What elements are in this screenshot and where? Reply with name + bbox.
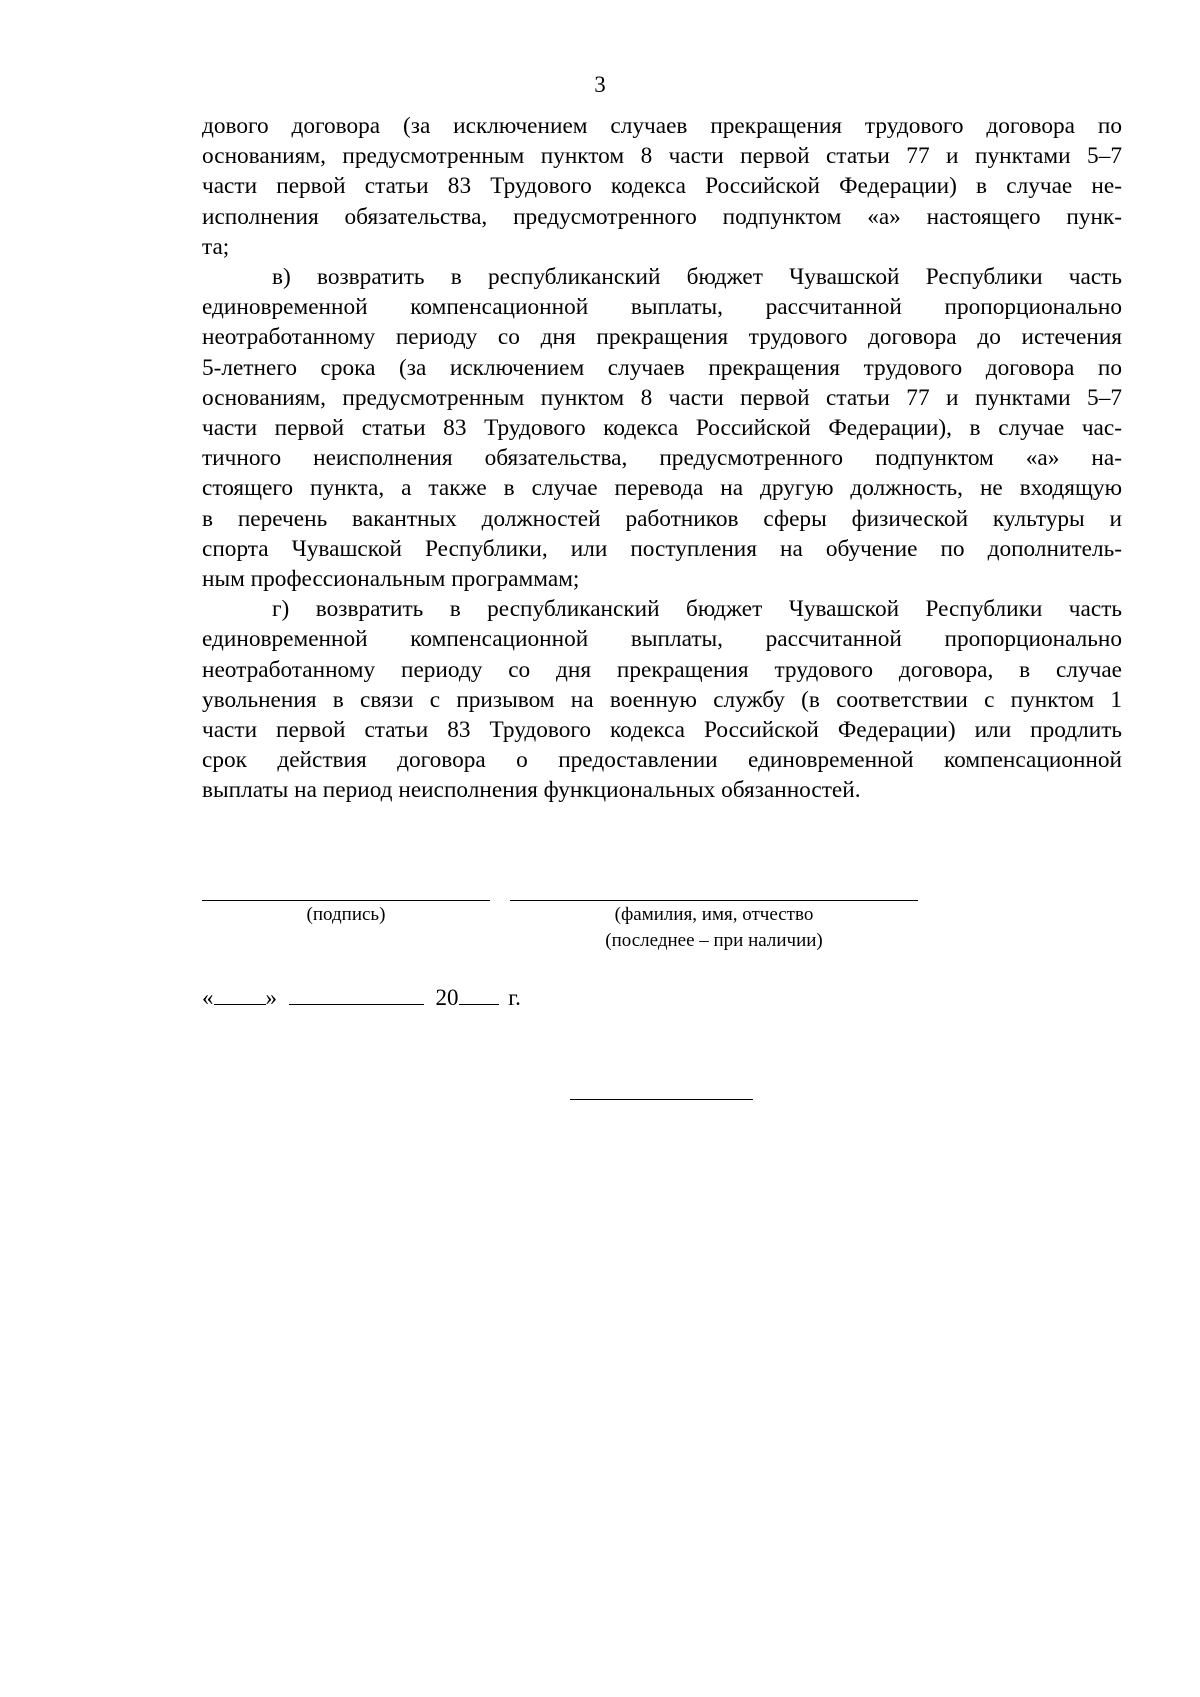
date-open-quote: « [202,985,214,1010]
year-prefix: 20 [435,985,459,1010]
body-line: основаниям, предусмотренным пунктом 8 части первой статьи 77 и пунктами 5–7 [202,143,1122,170]
body-line: тичного неисполнения обязательства, предусмотренного подпунктом «а» на- [202,445,1122,472]
body-line: неотработанному периоду со дня прекращения трудового договора, в случае [202,656,1122,683]
body-line: единовременной компенсационной выплаты, рассчитанной пропорционально [202,294,1122,321]
year-blank [459,982,499,1005]
body-line: дового договора (за исключением случаев прекращения трудового договора по [202,113,1122,139]
body-line: увольнения в связи с призывом на военную службу (в соответствии с пунктом 1 [202,686,1122,713]
body-line: та; [202,233,230,260]
body-line: 5-летнего срока (за исключением случаев прекращения трудового договора по [202,354,1122,381]
body-line: выплаты на период неисполнения функциональных обязанностей. [202,777,861,804]
date-field [202,982,521,1013]
full-name-underline [510,900,918,901]
body-line: исполнения обязательства, предусмотренного подпунктом «а» настоящего пунк- [202,203,1122,230]
month-blank [289,982,424,1005]
body-line: в) возвратить в республиканский бюджет Чувашской Республики часть [272,264,1122,291]
body-line: единовременной компенсационной выплаты, рассчитанной пропорционально [202,626,1122,653]
page-number: 3 [594,72,606,97]
body-line: в перечень вакантных должностей работников сферы физической культуры и [202,505,1122,532]
body-line: ным профессиональным программам; [202,566,580,593]
year-suffix: г. [508,985,521,1010]
body-line: части первой статьи 83 Трудового кодекса Российской Федерации) в случае не- [202,173,1122,200]
body-line: неотработанному периоду со дня прекращения трудового договора до истечения [202,324,1122,351]
body-line: спорта Чувашской Республики, или поступления на обучение по дополнитель- [202,535,1122,562]
full-name-caption-line1: (фамилия, имя, отчество [614,904,814,925]
day-blank [214,982,266,1005]
body-line: срок действия договора о предоставлении единовременной компенсационной [202,747,1122,774]
body-line: г) возвратить в республиканский бюджет Чувашской Республики часть [272,596,1122,623]
body-line: части первой статьи 83 Трудового кодекса Российской Федерации), в случае час- [202,415,1122,442]
body-line: части первой статьи 83 Трудового кодекса Российской Федерации) или продлить [202,717,1122,744]
signature-caption: (подпись) [306,904,386,925]
date-close-quote: » [265,985,277,1010]
document-body [202,111,1122,806]
body-line: стоящего пункта, а также в случае перевода на другую должность, не входящую [202,475,1122,502]
end-of-document-line [570,1099,753,1100]
full-name-caption-line2: (последнее – при наличии) [605,930,823,951]
signature-underline [202,900,490,901]
body-line: основаниям, предусмотренным пунктом 8 части первой статьи 77 и пунктами 5–7 [202,384,1122,411]
